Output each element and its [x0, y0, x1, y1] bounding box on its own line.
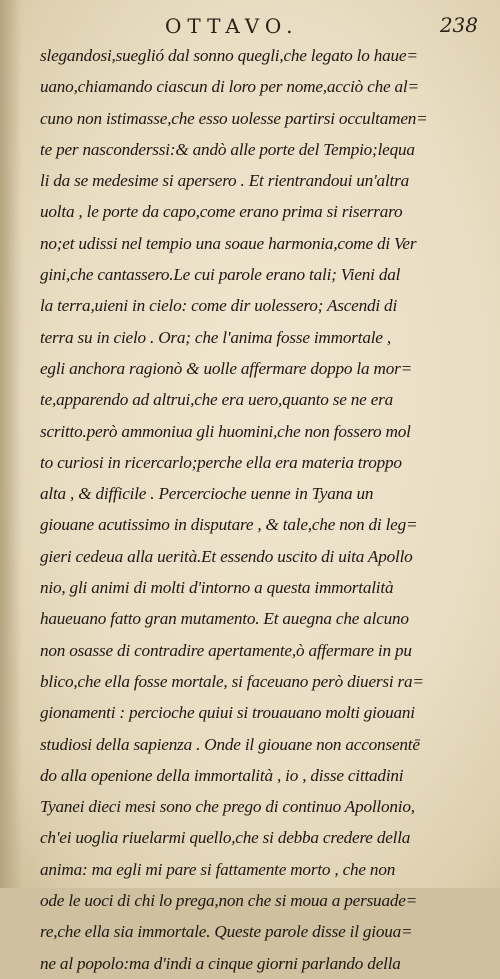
text-line: nio, gli animi di molti d'intorno a questa immortalità [40, 578, 394, 598]
text-line: scritto.però ammoniua gli huomini,che non fossero mol [40, 421, 411, 441]
text-line: do alla openione della immortalità , io , disse cittadini [40, 765, 404, 785]
text-line: gieri cedeua alla uerità.Et essendo uscito di uita Apollo [40, 546, 413, 566]
text-line: ode le uoci di chi lo prega,non che si moua a persuade= [40, 891, 418, 911]
gutter-shadow [0, 0, 22, 888]
text-line: alta , & difficile . Percercioche uenne in Tyana un [40, 484, 374, 504]
text-line: ne al popolo:ma d'indi a cinque giorni parlando della [40, 953, 401, 973]
running-head: OTTAVO. [165, 14, 299, 38]
text-line: uano,chiamando ciascun di loro per nome,acciò che al= [40, 77, 419, 97]
text-line: re,che ella sia immortale. Queste parole disse il gioua= [40, 922, 413, 942]
text-line: slegandosi,sueglió dal sonno quegli,che legato lo haue= [40, 46, 418, 65]
text-line: blico,che ella fosse mortale, si faceuano però diuersi ra= [40, 671, 424, 691]
text-line: egli anchora ragionò & uolle affermare doppo la mor= [40, 358, 412, 378]
text-line: ch'ei uoglia riuelarmi quello,che si debba credere della [40, 828, 411, 848]
page-header [40, 12, 482, 42]
page-number: 238 [439, 13, 478, 37]
body-text [40, 40, 492, 979]
text-line: terra su in cielo . Ora; che l'anima fosse immortale , [40, 327, 391, 347]
text-line: la terra,uieni in cielo: come dir uolessero; Ascendi di [40, 296, 398, 316]
text-line: gionamenti : percioche quiui si trouauano molti giouani [40, 703, 415, 723]
text-line: no;et udissi nel tempio una soaue harmonia,come di Ver [40, 233, 417, 253]
text-line: giouane acutissimo in disputare , & tale,che non di leg= [40, 515, 418, 535]
text-line: gini,che cantassero.Le cui parole erano tali; Vieni dal [40, 265, 401, 285]
text-line: haueuano fatto gran mutamento. Et auegna che alcuno [40, 609, 409, 629]
text-line: Tyanei dieci mesi sono che prego di continuo Apollonio, [40, 797, 415, 817]
text-line: te,apparendo ad altrui,che era uero,quanto se ne era [40, 390, 394, 410]
text-line: li da se medesime si apersero . Et rientrandoui un'altra [40, 171, 409, 191]
text-line: uolta , le porte da capo,come erano prima si riserraro [40, 202, 403, 222]
text-line: anima: ma egli mi pare si fattamente morto , che non [40, 859, 396, 879]
text-line: cuno non istimasse,che esso uolesse partirsi occultamen= [40, 108, 428, 128]
text-line: to curiosi in ricercarlo;perche ella era materia troppo [40, 452, 402, 472]
text-line: te per nasconderssi:& andò alle porte del Tempio;lequa [40, 139, 415, 159]
text-line: non osasse di contradire apertamente,ò affermare in pu [40, 640, 412, 660]
text-line: studiosi della sapienza . Onde il giouane non acconsentē [40, 734, 420, 754]
